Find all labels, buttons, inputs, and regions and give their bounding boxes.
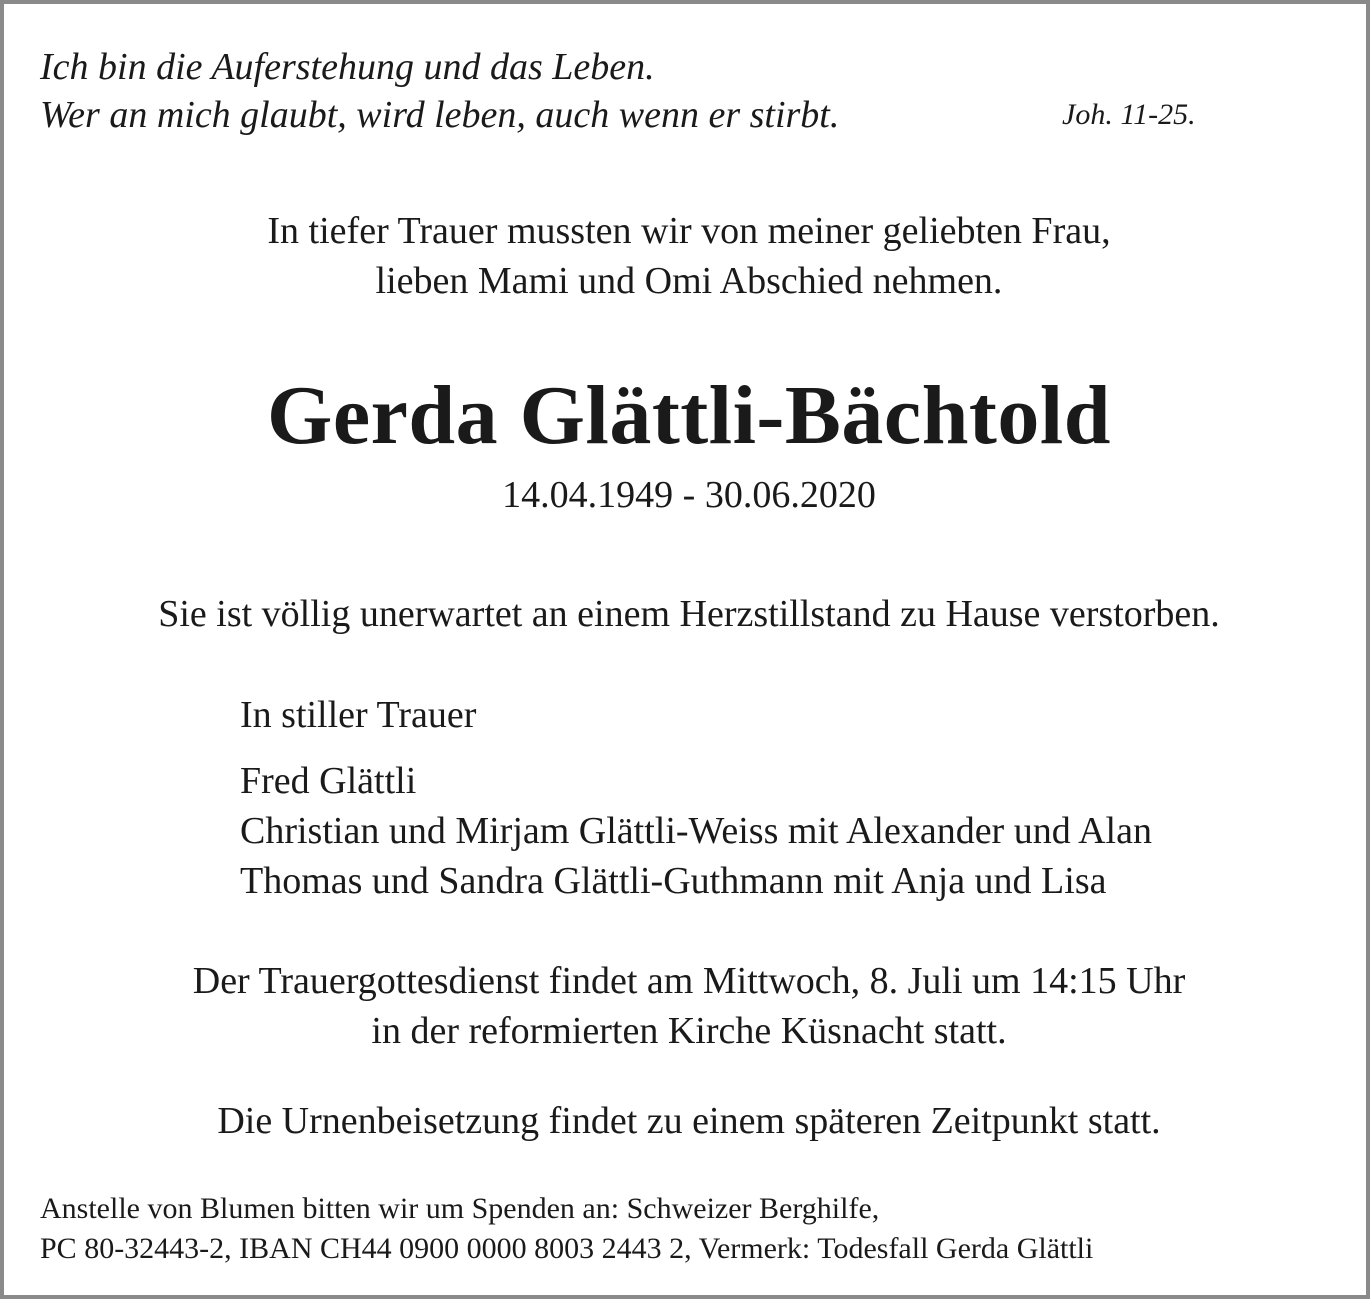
verse-line-2: Wer an mich glaubt, wird leben, auch wenn er stirbt. bbox=[40, 94, 840, 136]
life-dates: 14.04.1949 - 30.06.2020 bbox=[502, 474, 876, 516]
mourners-heading: In stiller Trauer bbox=[240, 694, 477, 736]
verse-line-1: Ich bin die Auferstehung und das Leben. bbox=[40, 46, 655, 88]
intro-line-1: In tiefer Trauer mussten wir von meiner geliebten Frau, bbox=[267, 210, 1111, 252]
donation-line-1: Anstelle von Blumen bitten wir um Spenden an: Schweizer Berghilfe, bbox=[40, 1192, 880, 1225]
donation-line-2: PC 80-32443-2, IBAN CH44 0900 0000 8003 2443 2, Vermerk: Todesfall Gerda Glättli bbox=[40, 1232, 1094, 1265]
verse-reference: Joh. 11-25. bbox=[1062, 98, 1196, 131]
mourner-name: Christian und Mirjam Glättli-Weiss mit Alexander und Alan bbox=[240, 810, 1152, 852]
service-line-2: in der reformierten Kirche Küsnacht statt. bbox=[371, 1010, 1007, 1052]
intro-line-2: lieben Mami und Omi Abschied nehmen. bbox=[375, 260, 1003, 302]
mourner-name: Fred Glättli bbox=[240, 760, 417, 802]
service-line-1: Der Trauergottesdienst findet am Mittwoch, 8. Juli um 14:15 Uhr bbox=[192, 960, 1186, 1002]
urn-text: Die Urnenbeisetzung findet zu einem späteren Zeitpunkt statt. bbox=[217, 1100, 1161, 1142]
cause-text: Sie ist völlig unerwartet an einem Herzstillstand zu Hause verstorben. bbox=[158, 593, 1220, 635]
deceased-name: Gerda Glättli-Bächtold bbox=[267, 369, 1111, 462]
mourner-name: Thomas und Sandra Glättli-Guthmann mit Anja und Lisa bbox=[240, 860, 1107, 902]
